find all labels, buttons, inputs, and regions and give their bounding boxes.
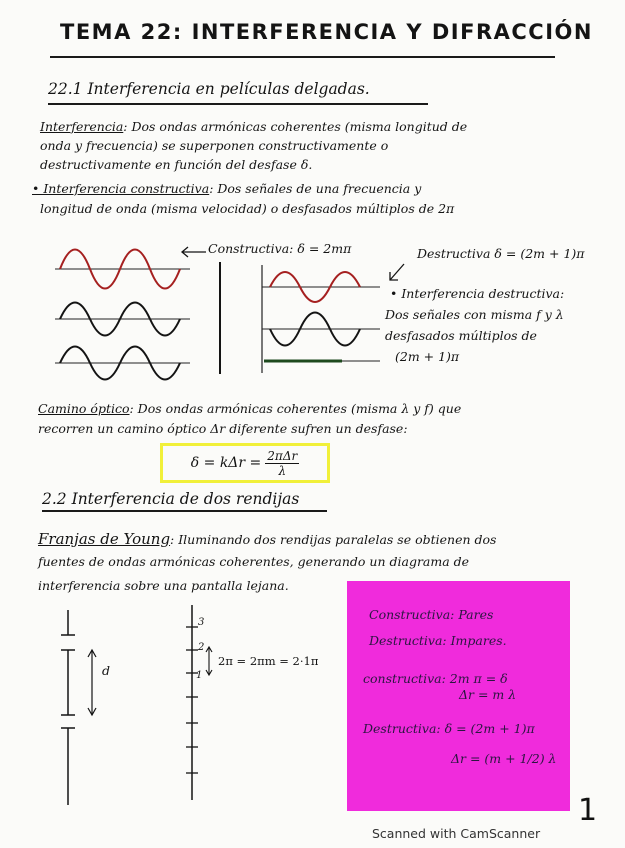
destructive-note-1: • Interferencia destructiva: [390, 286, 565, 301]
section-heading-1: 22.1 Interferencia en películas delgadas. [48, 80, 370, 98]
young-line-1 [38, 528, 496, 551]
young-text-1: : Iluminando dos rendijas paralelas se obtienen dos [170, 532, 497, 547]
destructive-note-2: Dos señales con misma f y λ [385, 307, 564, 322]
note-destructive-odd: Destructiva: Impares. [369, 633, 507, 648]
optical-path-line-1 [38, 400, 461, 419]
definition-text-2: onda y frecuencia) se superponen constructivamente o [40, 138, 389, 153]
destructive-label: Destructiva δ = (2m + 1)π [417, 246, 585, 261]
formula-numerator: 2πΔr [267, 448, 298, 463]
destructive-note-3: desfasados múltiplos de [385, 328, 537, 343]
optical-path-text-2: recorren un camino óptico Δr diferente sufren un desfase: [38, 421, 408, 436]
young-term: Franjas de Young [38, 530, 171, 548]
young-text-2: fuentes de ondas armónicas coherentes, generando un diagrama de [38, 554, 470, 569]
scanner-watermark: Scanned with CamScanner [372, 826, 541, 841]
slit-distance-label: d [102, 663, 111, 678]
definition-term: Interferencia [40, 119, 124, 134]
section-heading-2-underline [42, 510, 327, 512]
formula-fraction [265, 449, 299, 478]
definition-text-1: : Dos ondas armónicas coherentes (misma longitud de [123, 119, 468, 134]
destructive-waves-figure [262, 265, 382, 375]
formula-left: δ = kΔr = [190, 455, 262, 471]
destructive-note-4: (2m + 1)π [395, 349, 460, 364]
constructive-label: Constructiva: δ = 2mπ [208, 241, 352, 256]
definition-text-3: destructivamente en función del desfase δ. [40, 157, 313, 172]
screen-tick-1: 1 [196, 670, 203, 681]
constructive-text-2: longitud de onda (misma velocidad) o desfasados múltiplos de 2π [40, 201, 455, 216]
note-destructive-phase: Destructiva: δ = (2m + 1)π [363, 721, 535, 736]
title-underline [50, 56, 555, 58]
note-destructive-path: Δr = (m + 1/2) λ [451, 751, 557, 766]
page-title: TEMA 22: INTERFERENCIA Y DIFRACCIÓN [60, 20, 593, 44]
optical-path-text-1: : Dos ondas armónicas coherentes (misma λ y f) que [129, 401, 462, 416]
note-constructive-path: Δr = m λ [459, 687, 517, 702]
definition-line-1 [40, 118, 467, 137]
screen-tick-2: 2 [198, 642, 205, 653]
phase-equation: 2π = 2πm = 2·1π [218, 654, 319, 668]
note-constructive-even: Constructiva: Pares [369, 607, 494, 622]
constructive-term: • Interferencia constructiva [32, 181, 210, 196]
constructive-text-1: : Dos señales de una frecuencia y [209, 181, 422, 196]
destructive-arrow-icon [386, 262, 408, 284]
optical-path-term: Camino óptico [38, 401, 130, 416]
figure-divider [218, 262, 222, 374]
screen-diagram [180, 605, 210, 805]
section-heading-1-underline [48, 103, 428, 105]
constructive-waves-figure [55, 235, 195, 385]
constructive-arrow-icon [180, 245, 210, 259]
constructive-line-1 [32, 180, 421, 199]
fringe-spacing-arrow [204, 645, 214, 677]
phase-formula-box [160, 443, 330, 483]
formula-denominator: λ [278, 463, 287, 478]
double-slit-diagram [58, 610, 118, 810]
page-number: 1 [578, 793, 598, 828]
pink-sticky-note [347, 581, 570, 811]
note-constructive-phase: constructiva: 2m π = δ [363, 671, 508, 686]
screen-tick-3: 3 [198, 617, 205, 628]
section-heading-2: 2.2 Interferencia de dos rendijas [42, 490, 300, 508]
young-text-3: interferencia sobre una pantalla lejana. [38, 578, 289, 593]
